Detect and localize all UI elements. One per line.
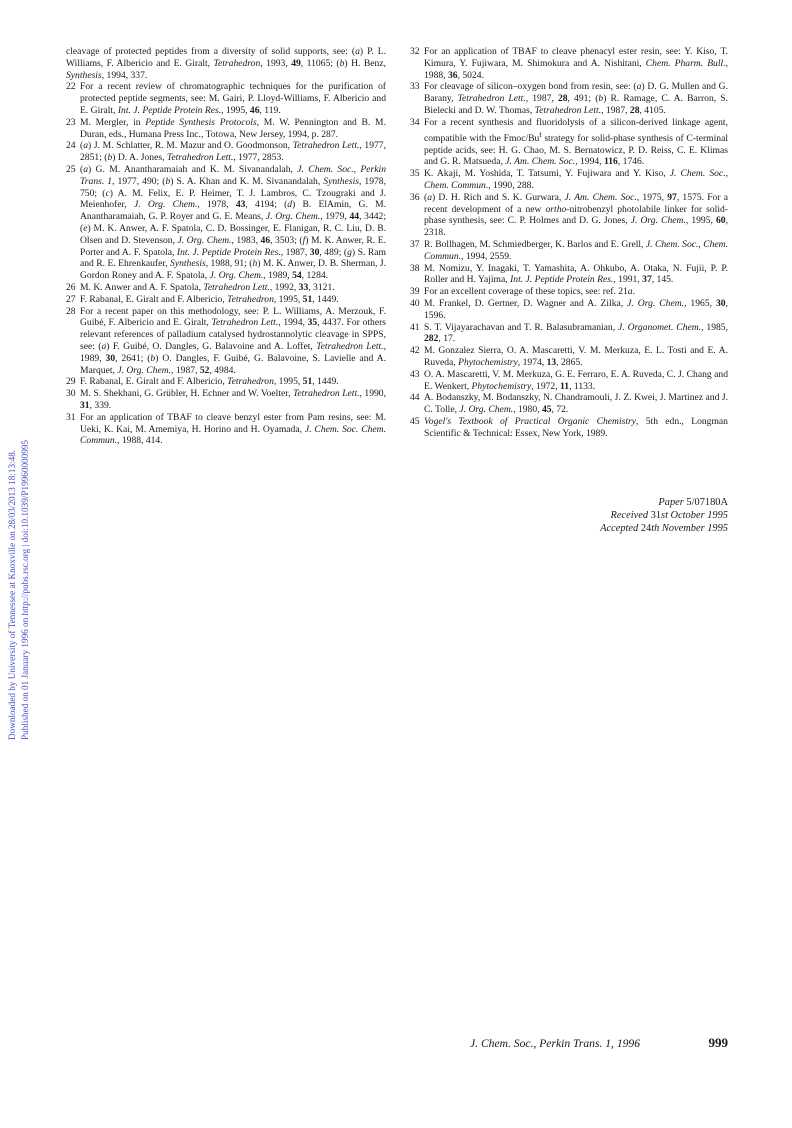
reference-number: 23 <box>66 116 76 128</box>
reference-number: 32 <box>410 46 420 57</box>
reference-text: (a) G. M. Anantharamaiah and K. M. Sivanandalah, J. Chem. Soc., Perkin Trans. 1, 1977, 490; (b) S. A. Khan and K. M. Sivanandalah, Synthesis, 1978, 750; (c) A. M. Felix, E. P. Heimer, T. J. Lambros, C. Tzougraki and J. Meienhofer, J. Org. Chem., 1978, 43, 4194; (d) B. ElAmin, G. M. Anantharamaiah, G. P. Royer and G. E. Means, J. Org. Chem., 1979, 44, 3442; (e) M. K. Anwer, A. F. Spatola, C. D. Bossinger, E. Flanigan, R. C. Liu, D. B. Olsen and D. Stevenson, J. Org. Chem., 1983, 46, 3503; (f) M. K. Anwer, R. E. Porter and A. F. Spatola, Int. J. Peptide Protein Res., 1987, 30, 489; (g) S. Ram and R. E. Ehrenkaufer, Synthesis, 1988, 91; (h) M. K. Anwer, D. B. Sherman, J. Gordon Roney and A. F. Spatola, J. Org. Chem., 1989, 54, 1284. <box>80 163 387 282</box>
reference-number: 27 <box>66 293 76 305</box>
reference-text: M. S. Shekhani, G. Grübler, H. Echner and W. Voelter, Tetrahedron Lett., 1990, 31, 339. <box>80 388 386 411</box>
reference-33 <box>410 81 728 116</box>
reference-22 <box>66 81 386 116</box>
reference-number: 22 <box>66 81 76 93</box>
reference-text: For an excellent coverage of these topics, see: ref. 21a. <box>424 286 635 298</box>
reference-text: For a recent paper on this methodology, see: P. L. Williams, A. Merzouk, F. Guibé, F. Albericio and E. Giralt, Tetrahedron Lett., 1994, 35, 4437. For others relevant references of palladium catalysed hydrostannolytic cleavage in SPPS, see: (a) F. Guibé, O. Dangles, G. Balavoine and A. Loffet, Tetrahedron Lett., 1989, 30, 2641; (b) O. Dangles, F. Guibé, G. Balavoine, S. Lavielle and A. Marquet, J. Org. Chem., 1987, 52, 4984. <box>80 305 387 376</box>
reference-25 <box>66 164 386 282</box>
reference-text: R. Bollhagen, M. Schmiedberger, K. Barlos and E. Grell, J. Chem. Soc., Chem. Commun., 1994, 2559. <box>424 238 729 262</box>
reference-text: For cleavage of silicon–oxygen bond from resin, see: (a) D. G. Mullen and G. Barany, Tetrahedron Lett., 1987, 28, 491; (b) R. Ramage, C. A. Barron, S. Bielecki and D. W. Thomas, Tetrahedron Lett., 1987, 28, 4105. <box>424 81 728 116</box>
reference-41 <box>410 322 728 346</box>
references-right-column <box>410 46 728 439</box>
references-left-column <box>66 46 386 447</box>
reference-32 <box>410 46 728 81</box>
reference-number: 36 <box>410 191 420 203</box>
reference-number: 39 <box>410 286 420 298</box>
reference-number: 34 <box>410 116 420 128</box>
reference-number: 41 <box>410 321 420 333</box>
reference-continuation <box>66 46 386 81</box>
reference-36 <box>410 192 728 239</box>
paper-info <box>520 496 728 535</box>
reference-text: F. Rabanal, E. Giralt and F. Albericio, Tetrahedron, 1995, 51, 1449. <box>80 293 339 305</box>
reference-text: S. T. Vijayarachavan and T. R. Balasubramanian, J. Organomet. Chem., 1985, 282, 17. <box>424 321 728 345</box>
reference-text: Vogel's Textbook of Practical Organic Chemistry, 5th edn., Longman Scientific & Technical: Essex, New York, 1989. <box>424 415 728 439</box>
reference-text: F. Rabanal, E. Giralt and F. Albericio, Tetrahedron, 1995, 51, 1449. <box>80 376 339 388</box>
reference-text: O. A. Mascaretti, V. M. Merkuza, G. E. Ferraro, E. A. Ruveda, C. J. Chang and E. Wenkert, Phytochemistry, 1972, 11, 1133. <box>424 368 728 392</box>
reference-37 <box>410 239 728 263</box>
reference-44 <box>410 392 728 416</box>
reference-number: 42 <box>410 345 420 357</box>
reference-34 <box>410 117 728 168</box>
reference-text: (a) J. M. Schlatter, R. M. Mazur and O. Goodmonson, Tetrahedron Lett., 1977, 2851; (b) D. A. Jones, Tetrahedron Lett., 1977, 2853. <box>80 140 387 164</box>
reference-43 <box>410 369 728 393</box>
reference-text: A. Bodanszky, M. Bodanszky, N. Chandramouli, J. Z. Kwei, J. Martinez and J. C. Tolle, J. Org. Chem., 1980, 45, 72. <box>424 392 728 416</box>
reference-number: 28 <box>66 305 76 317</box>
reference-text: cleavage of protected peptides from a diversity of solid supports, see: (a) P. L. Williams, F. Albericio and E. Giralt, Tetrahedron, 1993, 49, 11065; (b) H. Benz, Synthesis, 1994, 337. <box>66 46 387 81</box>
reference-number: 30 <box>66 388 76 400</box>
reference-number: 29 <box>66 376 76 388</box>
reference-text: M. Frankel, D. Gertner, D. Wagner and A. Zilka, J. Org. Chem., 1965, 30, 1596. <box>424 297 728 321</box>
reference-24 <box>66 140 386 164</box>
page-footer <box>470 1037 728 1055</box>
reference-38 <box>410 263 728 287</box>
reference-number: 38 <box>410 262 420 274</box>
journal-citation: J. Chem. Soc., Perkin Trans. 1, 1996 <box>470 1037 641 1050</box>
reference-text: K. Akaji, M. Yoshida, T. Tatsumi, Y. Fujiwara and Y. Kiso, J. Chem. Soc., Chem. Commun., 1990, 288. <box>424 168 728 191</box>
reference-number: 44 <box>410 392 420 404</box>
doi-line: Published on 01 January 1996 on http://pubs.rsc.org | doi:10.1039/P19960000995 <box>20 439 30 740</box>
reference-26 <box>66 282 386 294</box>
reference-number: 45 <box>410 415 420 427</box>
reference-39 <box>410 286 728 298</box>
accepted-line: Accepted 24th November 1995 <box>600 523 728 534</box>
download-watermark <box>2 300 42 740</box>
reference-text: M. K. Anwer and A. F. Spatola, Tetrahedron Lett., 1992, 33, 3121. <box>80 281 335 293</box>
paper-number-line: Paper 5/07180A <box>658 497 728 508</box>
reference-number: 43 <box>410 368 420 380</box>
reference-23 <box>66 117 386 141</box>
download-line: Downloaded by University of Tennessee at Knoxville on 28/03/2013 18:13:48. <box>7 449 17 740</box>
reference-number: 24 <box>66 140 76 152</box>
reference-text: For an application of TBAF to cleave phenacyl ester resin, see: Y. Kiso, T. Kimura, Y. Fujiwara, M. Shimokura and A. Nishitani, Chem. Pharm. Bull., 1988, 36, 5024. <box>424 46 728 81</box>
reference-text: M. Mergler, in Peptide Synthesis Protocols, M. W. Pennington and B. M. Duran, eds., Humana Press Inc., Totowa, New Jersey, 1994, p. 287. <box>80 116 386 140</box>
reference-number: 33 <box>410 81 420 93</box>
paper-number: 5/07180A <box>686 497 728 508</box>
page-number: 999 <box>708 1035 728 1050</box>
received-line: Received 31st October 1995 <box>610 510 728 521</box>
reference-number: 25 <box>66 163 76 175</box>
reference-number: 35 <box>410 168 420 180</box>
reference-40 <box>410 298 728 322</box>
reference-number: 26 <box>66 281 76 293</box>
reference-29 <box>66 376 386 388</box>
reference-27 <box>66 294 386 306</box>
reference-text: M. Nomizu, Y. Inagaki, T. Yamashita, A. Ohkubo, A. Otaka, N. Fujii, P. P. Roller and H. Yajima, Int. J. Peptide Protein Res., 1991, 37, 145. <box>424 262 728 286</box>
reference-number: 37 <box>410 238 420 250</box>
reference-28 <box>66 306 386 377</box>
reference-text: For an application of TBAF to cleave benzyl ester from Pam resins, see: M. Ueki, K. Kai, M. Amemiya, H. Horino and H. Oyamada, J. Chem. Soc. Chem. Commun., 1988, 414. <box>80 411 386 447</box>
reference-31 <box>66 412 386 447</box>
reference-number: 31 <box>66 411 76 423</box>
reference-text: For a recent synthesis and fluoridolysis of a silicon-derived linkage agent, compatible with the Fmoc/Bu$^t$ strategy for solid-phase synthesis of C-terminal peptide acids, see: H. G. Chao, M. S. Bernatowicz, P. D. Reiss, C. E. Klimas and G. R. Matsueda, J. Am. Chem. Soc., 1994, 116, 1746. <box>424 116 728 168</box>
reference-35 <box>410 168 728 192</box>
reference-30 <box>66 388 386 412</box>
reference-text: For a recent review of chromatographic techniques for the purification of protected peptide segments, see: M. Gairi, P. Lloyd-Williams, F. Albericio and E. Giralt, Int. J. Peptide Protein Res., 1995, 46, 119. <box>80 81 386 116</box>
reference-42 <box>410 345 728 369</box>
reference-45 <box>410 416 728 440</box>
reference-text: M. Gonzalez Sierra, O. A. Mascaretti, V. M. Merkuza, E. L. Tosti and E. A. Ruveda, Phytochemistry, 1974, 13, 2865. <box>424 345 728 368</box>
reference-text: (a) D. H. Rich and S. K. Gurwara, J. Am. Chem. Soc., 1975, 97, 1575. For a recent development of a new ortho-nitrobenzyl photolabile linker for solid-phase synthesis, see: C. P. Holmes and D. G. Jones, J. Org. Chem., 1995, 60, 2318. <box>424 191 729 239</box>
reference-number: 40 <box>410 297 420 309</box>
